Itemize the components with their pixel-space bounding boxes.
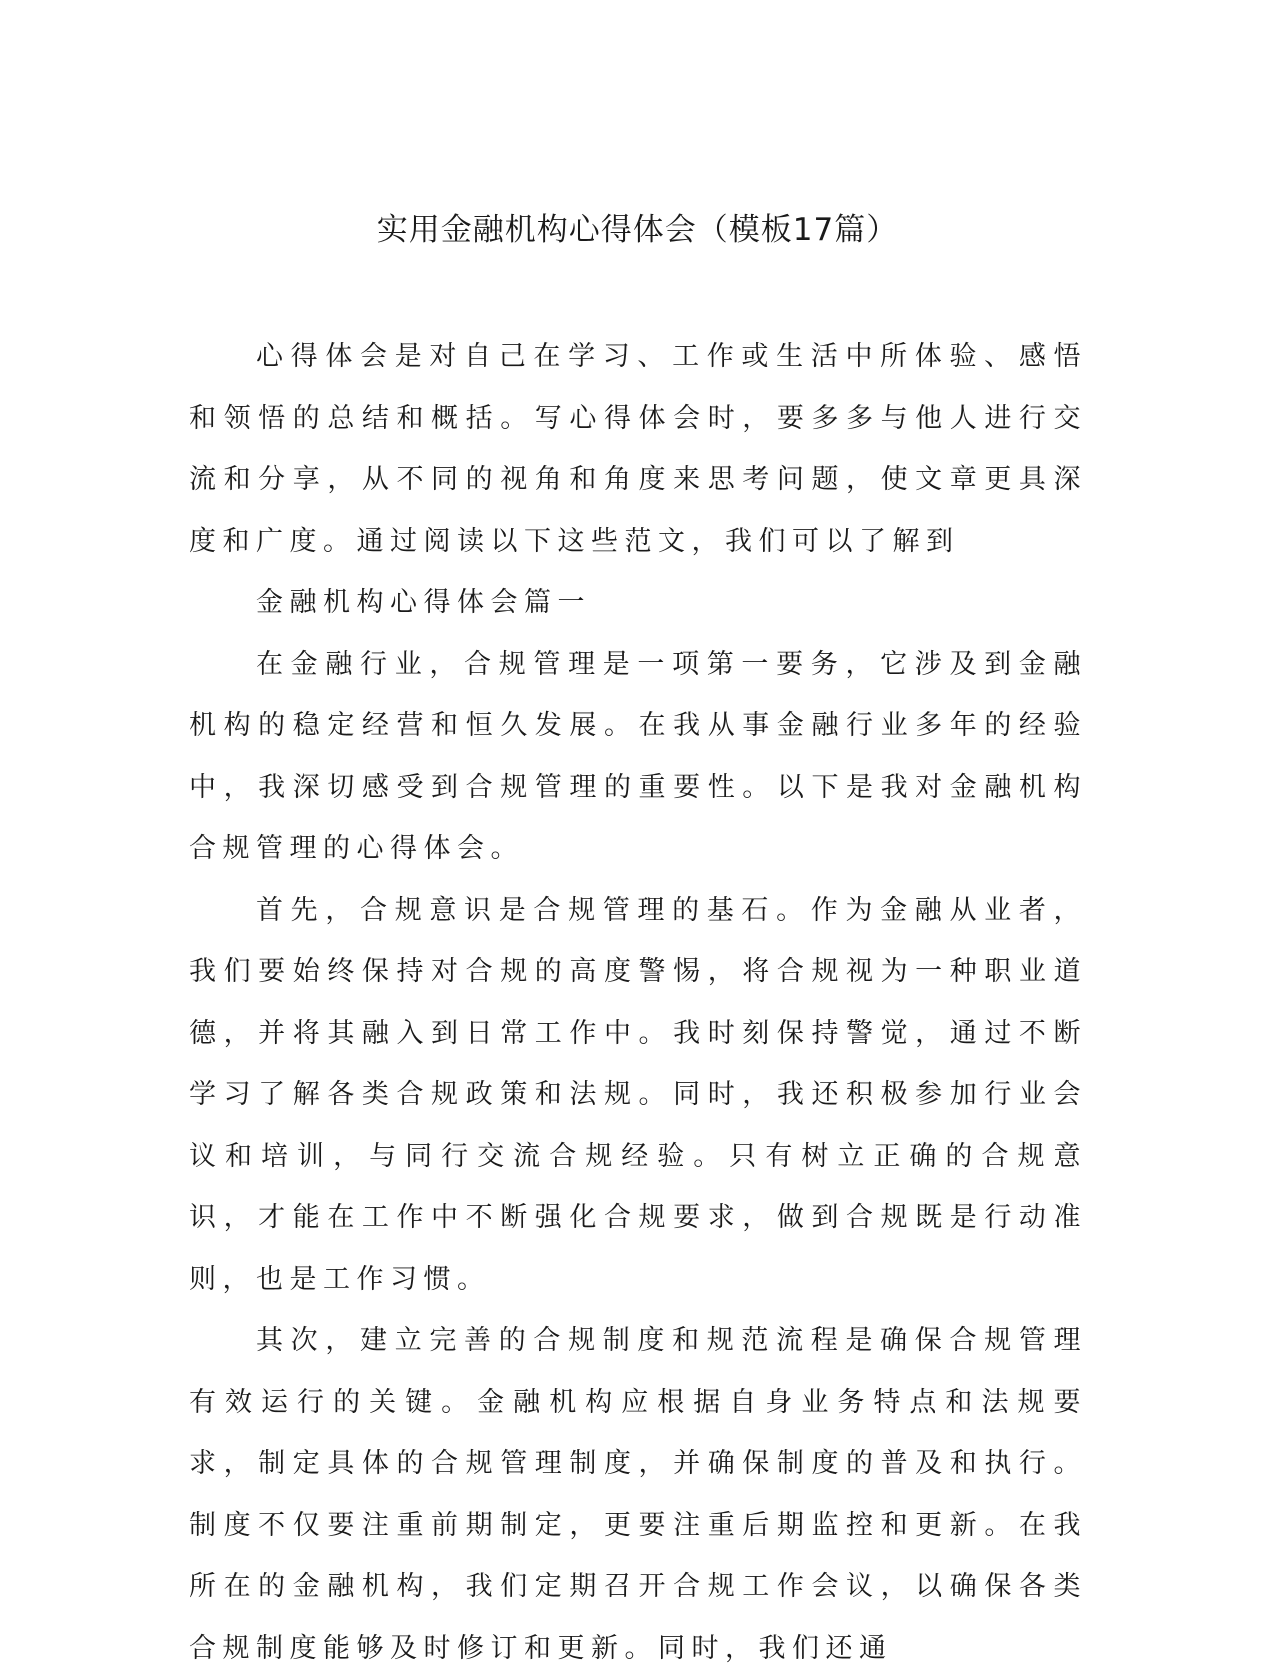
body-paragraph: 其次，建立完善的合规制度和规范流程是确保合规管理有效运行的关键。金融机构应根据自身业务特点和法规要求，制定具体的合规管理制度，并确保制度的普及和执行。制度不仅要注重前期制定，更要注重后期监控和更新。在我所在的金融机构，我们定期召开合规工作会议，以确保各类合规制度能够及时修订和更新。同时，我们还通 xyxy=(189,1325,1087,1664)
document-title: 实用金融机构心得体会（模板17篇） xyxy=(376,212,899,248)
body-paragraph: 在金融行业，合规管理是一项第一要务，它涉及到金融机构的稳定经营和恒久发展。在我从事金融行业多年的经验中，我深切感受到合规管理的重要性。以下是我对金融机构合规管理的心得体会。 xyxy=(189,648,1087,864)
section-heading: 金融机构心得体会篇一 xyxy=(256,587,591,618)
intro-paragraph: 心得体会是对自己在学习、工作或生活中所体验、感悟和领悟的总结和概括。写心得体会时，要多多与他人进行交流和分享，从不同的视角和角度来思考问题，使文章更具深度和广度。通过阅读以下这些范文，我们可以了解到 xyxy=(189,341,1087,557)
document-body xyxy=(189,326,1087,1679)
body-paragraph: 首先，合规意识是合规管理的基石。作为金融从业者，我们要始终保持对合规的高度警惕，将合规视为一种职业道德，并将其融入到日常工作中。我时刻保持警觉，通过不断学习了解各类合规政策和法规。同时，我还积极参加行业会议和培训，与同行交流合规经验。只有树立正确的合规意识，才能在工作中不断强化合规要求，做到合规既是行动准则，也是工作习惯。 xyxy=(189,894,1087,1295)
